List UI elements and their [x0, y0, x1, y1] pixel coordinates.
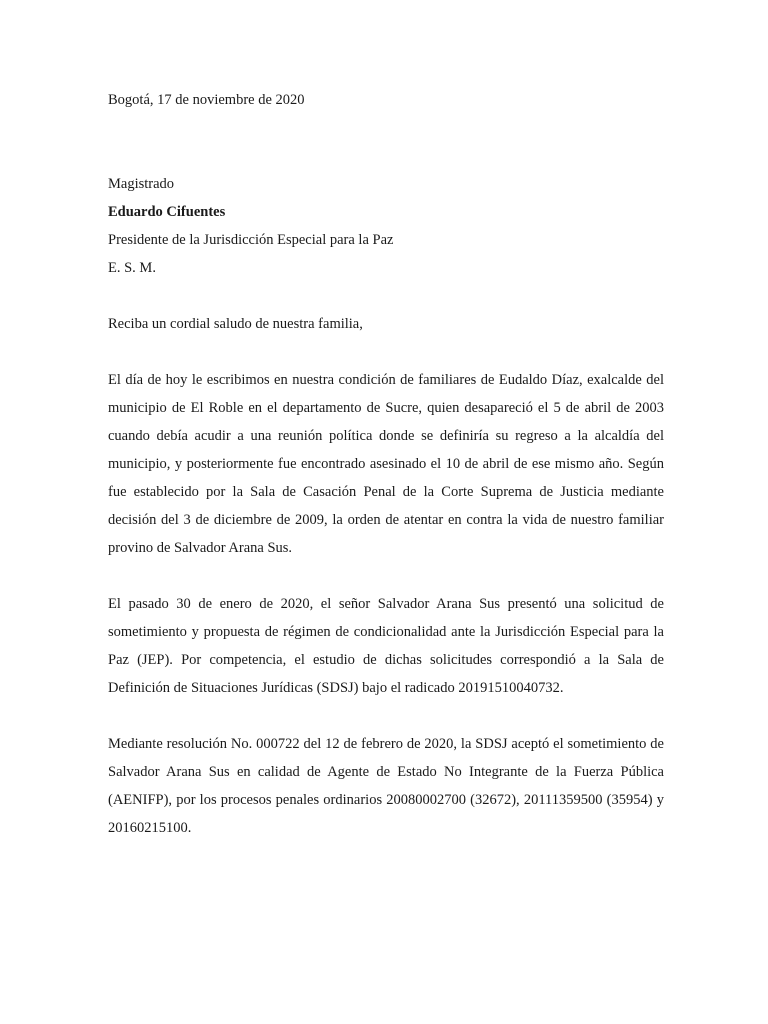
addressee-position: Presidente de la Jurisdicción Especial para la Paz — [108, 232, 394, 248]
addressee-name: Eduardo Cifuentes — [108, 204, 226, 220]
letter-date: Bogotá, 17 de noviembre de 2020 — [108, 92, 305, 108]
body-paragraph-2: El pasado 30 de enero de 2020, el señor Salvador Arana Sus presentó una solicitud de sometimiento y propuesta de régimen de condicionalidad ante la Jurisdicción Especial para la Paz (JEP). Por competencia, el estudio de dichas solicitudes correspondió a la Sala de Definición de Situaciones Jurídicas (SDSJ) bajo el radicado 20191510040732. — [108, 596, 664, 696]
addressee-closing-abbrev: E. S. M. — [108, 260, 156, 276]
addressee-block — [108, 170, 664, 282]
body-paragraph-1: El día de hoy le escribimos en nuestra condición de familiares de Eudaldo Díaz, exalcalde del municipio de El Roble en el departamento de Sucre, quien desapareció el 5 de abril de 2003 cuando debía acudir a una reunión política donde se definiría su regreso a la alcaldía del municipio, y posteriormente fue encontrado asesinado el 10 de abril de ese mismo año. Según fue establecido por la Sala de Casación Penal de la Corte Suprema de Justicia mediante decisión del 3 de diciembre de 2009, la orden de atentar en contra la vida de nuestro familiar provino de Salvador Arana Sus. — [108, 372, 664, 556]
body-paragraph-3: Mediante resolución No. 000722 del 12 de febrero de 2020, la SDSJ aceptó el sometimiento de Salvador Arana Sus en calidad de Agente de Estado No Integrante de la Fuerza Pública (AENIFP), por los procesos penales ordinarios 20080002700 (32672), 20111359500 (35954) y 20160215100. — [108, 736, 664, 836]
addressee-title: Magistrado — [108, 176, 175, 192]
letter-page — [108, 86, 664, 870]
greeting: Reciba un cordial saludo de nuestra familia, — [108, 316, 363, 332]
